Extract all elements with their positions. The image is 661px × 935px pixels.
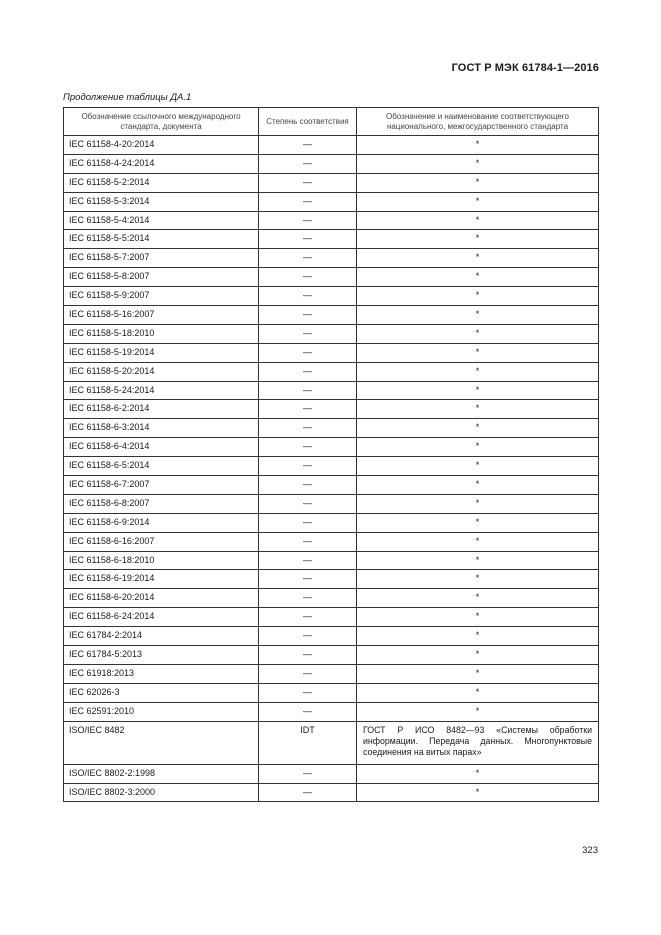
document-header-title: ГОСТ Р МЭК 61784-1—2016	[451, 62, 599, 74]
cell-compliance-degree: —	[259, 419, 357, 438]
cell-compliance-degree: —	[259, 457, 357, 476]
cell-compliance-degree: —	[259, 438, 357, 457]
cell-compliance-degree: —	[259, 211, 357, 230]
cell-compliance-degree: —	[259, 764, 357, 783]
cell-compliance-degree: —	[259, 702, 357, 721]
cell-compliance-degree: —	[259, 381, 357, 400]
table-row	[64, 362, 599, 381]
cell-reference-standard: IEC 61784-2:2014	[64, 627, 259, 646]
cell-national-standard: *	[357, 764, 599, 783]
cell-compliance-degree: —	[259, 570, 357, 589]
cell-reference-standard: IEC 61158-5-5:2014	[64, 230, 259, 249]
cell-compliance-degree: —	[259, 589, 357, 608]
cell-reference-standard: IEC 61158-5-7:2007	[64, 249, 259, 268]
cell-national-standard: *	[357, 306, 599, 325]
cell-reference-standard: IEC 61158-4-20:2014	[64, 136, 259, 155]
cell-compliance-degree: —	[259, 173, 357, 192]
cell-compliance-degree: —	[259, 154, 357, 173]
cell-compliance-degree: —	[259, 400, 357, 419]
table-row	[64, 287, 599, 306]
cell-national-standard: *	[357, 513, 599, 532]
cell-national-standard: *	[357, 570, 599, 589]
cell-reference-standard: IEC 61158-5-3:2014	[64, 192, 259, 211]
table-row	[64, 268, 599, 287]
cell-reference-standard: ISO/IEC 8802-2:1998	[64, 764, 259, 783]
table-row	[64, 702, 599, 721]
table-row	[64, 192, 599, 211]
cell-reference-standard: IEC 61158-5-9:2007	[64, 287, 259, 306]
cell-compliance-degree: —	[259, 532, 357, 551]
cell-reference-standard: IEC 61158-5-8:2007	[64, 268, 259, 287]
cell-national-standard: *	[357, 438, 599, 457]
table-row	[64, 476, 599, 495]
cell-national-standard: *	[357, 268, 599, 287]
cell-compliance-degree: —	[259, 268, 357, 287]
cell-national-standard: *	[357, 211, 599, 230]
table-row	[64, 154, 599, 173]
cell-reference-standard: IEC 61158-5-24:2014	[64, 381, 259, 400]
table-row	[64, 438, 599, 457]
cell-reference-standard: IEC 61158-5-18:2010	[64, 324, 259, 343]
cell-national-standard: *	[357, 627, 599, 646]
table-row	[64, 783, 599, 802]
cell-reference-standard: IEC 61158-6-18:2010	[64, 551, 259, 570]
cell-compliance-degree: —	[259, 324, 357, 343]
table-row	[64, 664, 599, 683]
cell-compliance-degree: —	[259, 783, 357, 802]
cell-compliance-degree: —	[259, 306, 357, 325]
cell-reference-standard: IEC 61158-6-4:2014	[64, 438, 259, 457]
cell-reference-standard: IEC 61158-6-20:2014	[64, 589, 259, 608]
table-header-row	[64, 108, 599, 136]
table-row	[64, 400, 599, 419]
cell-reference-standard: IEC 61158-5-2:2014	[64, 173, 259, 192]
cell-reference-standard: IEC 61158-5-16:2007	[64, 306, 259, 325]
table-row	[64, 494, 599, 513]
table-row	[64, 136, 599, 155]
cell-compliance-degree: —	[259, 646, 357, 665]
cell-national-standard: *	[357, 154, 599, 173]
table-row	[64, 249, 599, 268]
cell-national-standard: *	[357, 664, 599, 683]
cell-compliance-degree: IDT	[259, 721, 357, 764]
table-row	[64, 324, 599, 343]
cell-reference-standard: ISO/IEC 8802-3:2000	[64, 783, 259, 802]
table-caption: Продолжение таблицы ДА.1	[63, 92, 192, 103]
cell-national-standard: *	[357, 783, 599, 802]
table-row	[64, 627, 599, 646]
cell-compliance-degree: —	[259, 287, 357, 306]
cell-compliance-degree: —	[259, 192, 357, 211]
reference-standards-table	[63, 107, 599, 802]
cell-national-standard: *	[357, 589, 599, 608]
cell-national-standard: *	[357, 494, 599, 513]
table-row	[64, 173, 599, 192]
cell-compliance-degree: —	[259, 664, 357, 683]
cell-reference-standard: IEC 61158-6-5:2014	[64, 457, 259, 476]
cell-reference-standard: IEC 61158-6-16:2007	[64, 532, 259, 551]
cell-national-standard: *	[357, 381, 599, 400]
table-row	[64, 764, 599, 783]
table-row	[64, 589, 599, 608]
table-row	[64, 457, 599, 476]
table-row	[64, 343, 599, 362]
cell-compliance-degree: —	[259, 343, 357, 362]
cell-national-standard: *	[357, 343, 599, 362]
table-row	[64, 381, 599, 400]
cell-national-standard: *	[357, 362, 599, 381]
cell-national-standard: *	[357, 192, 599, 211]
table-row	[64, 646, 599, 665]
column-header-reference: Обозначение ссылочного международного стандарта, документа	[64, 108, 259, 136]
cell-national-standard: *	[357, 551, 599, 570]
cell-compliance-degree: —	[259, 608, 357, 627]
cell-national-standard: ГОСТ Р ИСО 8482—93 «Системы обработки информации. Передача данных. Многопунктовые соединения на витых парах»	[357, 721, 599, 764]
cell-reference-standard: IEC 61158-6-19:2014	[64, 570, 259, 589]
cell-national-standard: *	[357, 419, 599, 438]
cell-compliance-degree: —	[259, 627, 357, 646]
table-row	[64, 306, 599, 325]
cell-reference-standard: IEC 61158-6-2:2014	[64, 400, 259, 419]
cell-reference-standard: IEC 61158-6-24:2014	[64, 608, 259, 627]
cell-compliance-degree: —	[259, 249, 357, 268]
cell-reference-standard: IEC 61158-6-8:2007	[64, 494, 259, 513]
cell-compliance-degree: —	[259, 683, 357, 702]
cell-national-standard: *	[357, 173, 599, 192]
cell-national-standard: *	[357, 400, 599, 419]
table-row	[64, 419, 599, 438]
table-row	[64, 211, 599, 230]
cell-reference-standard: IEC 61158-6-3:2014	[64, 419, 259, 438]
cell-compliance-degree: —	[259, 494, 357, 513]
cell-reference-standard: IEC 61158-4-24:2014	[64, 154, 259, 173]
table-row	[64, 230, 599, 249]
cell-national-standard: *	[357, 608, 599, 627]
table-row	[64, 532, 599, 551]
cell-national-standard: *	[357, 532, 599, 551]
cell-reference-standard: IEC 61158-6-9:2014	[64, 513, 259, 532]
table-body	[64, 136, 599, 802]
table-row	[64, 608, 599, 627]
table-row	[64, 683, 599, 702]
cell-reference-standard: ISO/IEC 8482	[64, 721, 259, 764]
cell-compliance-degree: —	[259, 362, 357, 381]
cell-national-standard: *	[357, 287, 599, 306]
column-header-national: Обозначение и наименование соответствующего национального, межгосударственного стандарта	[357, 108, 599, 136]
table-row	[64, 721, 599, 764]
cell-compliance-degree: —	[259, 230, 357, 249]
cell-national-standard: *	[357, 683, 599, 702]
cell-reference-standard: IEC 61158-6-7:2007	[64, 476, 259, 495]
cell-reference-standard: IEC 61158-5-20:2014	[64, 362, 259, 381]
table-row	[64, 551, 599, 570]
cell-national-standard: *	[357, 324, 599, 343]
cell-reference-standard: IEC 61158-5-4:2014	[64, 211, 259, 230]
page-number: 323	[582, 845, 598, 856]
cell-compliance-degree: —	[259, 476, 357, 495]
cell-reference-standard: IEC 61918:2013	[64, 664, 259, 683]
table-row	[64, 570, 599, 589]
table-row	[64, 513, 599, 532]
cell-compliance-degree: —	[259, 136, 357, 155]
cell-national-standard: *	[357, 136, 599, 155]
cell-national-standard: *	[357, 249, 599, 268]
cell-national-standard: *	[357, 476, 599, 495]
cell-reference-standard: IEC 62591:2010	[64, 702, 259, 721]
column-header-degree: Степень соответствия	[259, 108, 357, 136]
cell-national-standard: *	[357, 230, 599, 249]
cell-compliance-degree: —	[259, 513, 357, 532]
cell-reference-standard: IEC 62026-3	[64, 683, 259, 702]
cell-reference-standard: IEC 61158-5-19:2014	[64, 343, 259, 362]
cell-national-standard: *	[357, 457, 599, 476]
cell-national-standard: *	[357, 702, 599, 721]
cell-national-standard: *	[357, 646, 599, 665]
cell-compliance-degree: —	[259, 551, 357, 570]
cell-reference-standard: IEC 61784-5:2013	[64, 646, 259, 665]
